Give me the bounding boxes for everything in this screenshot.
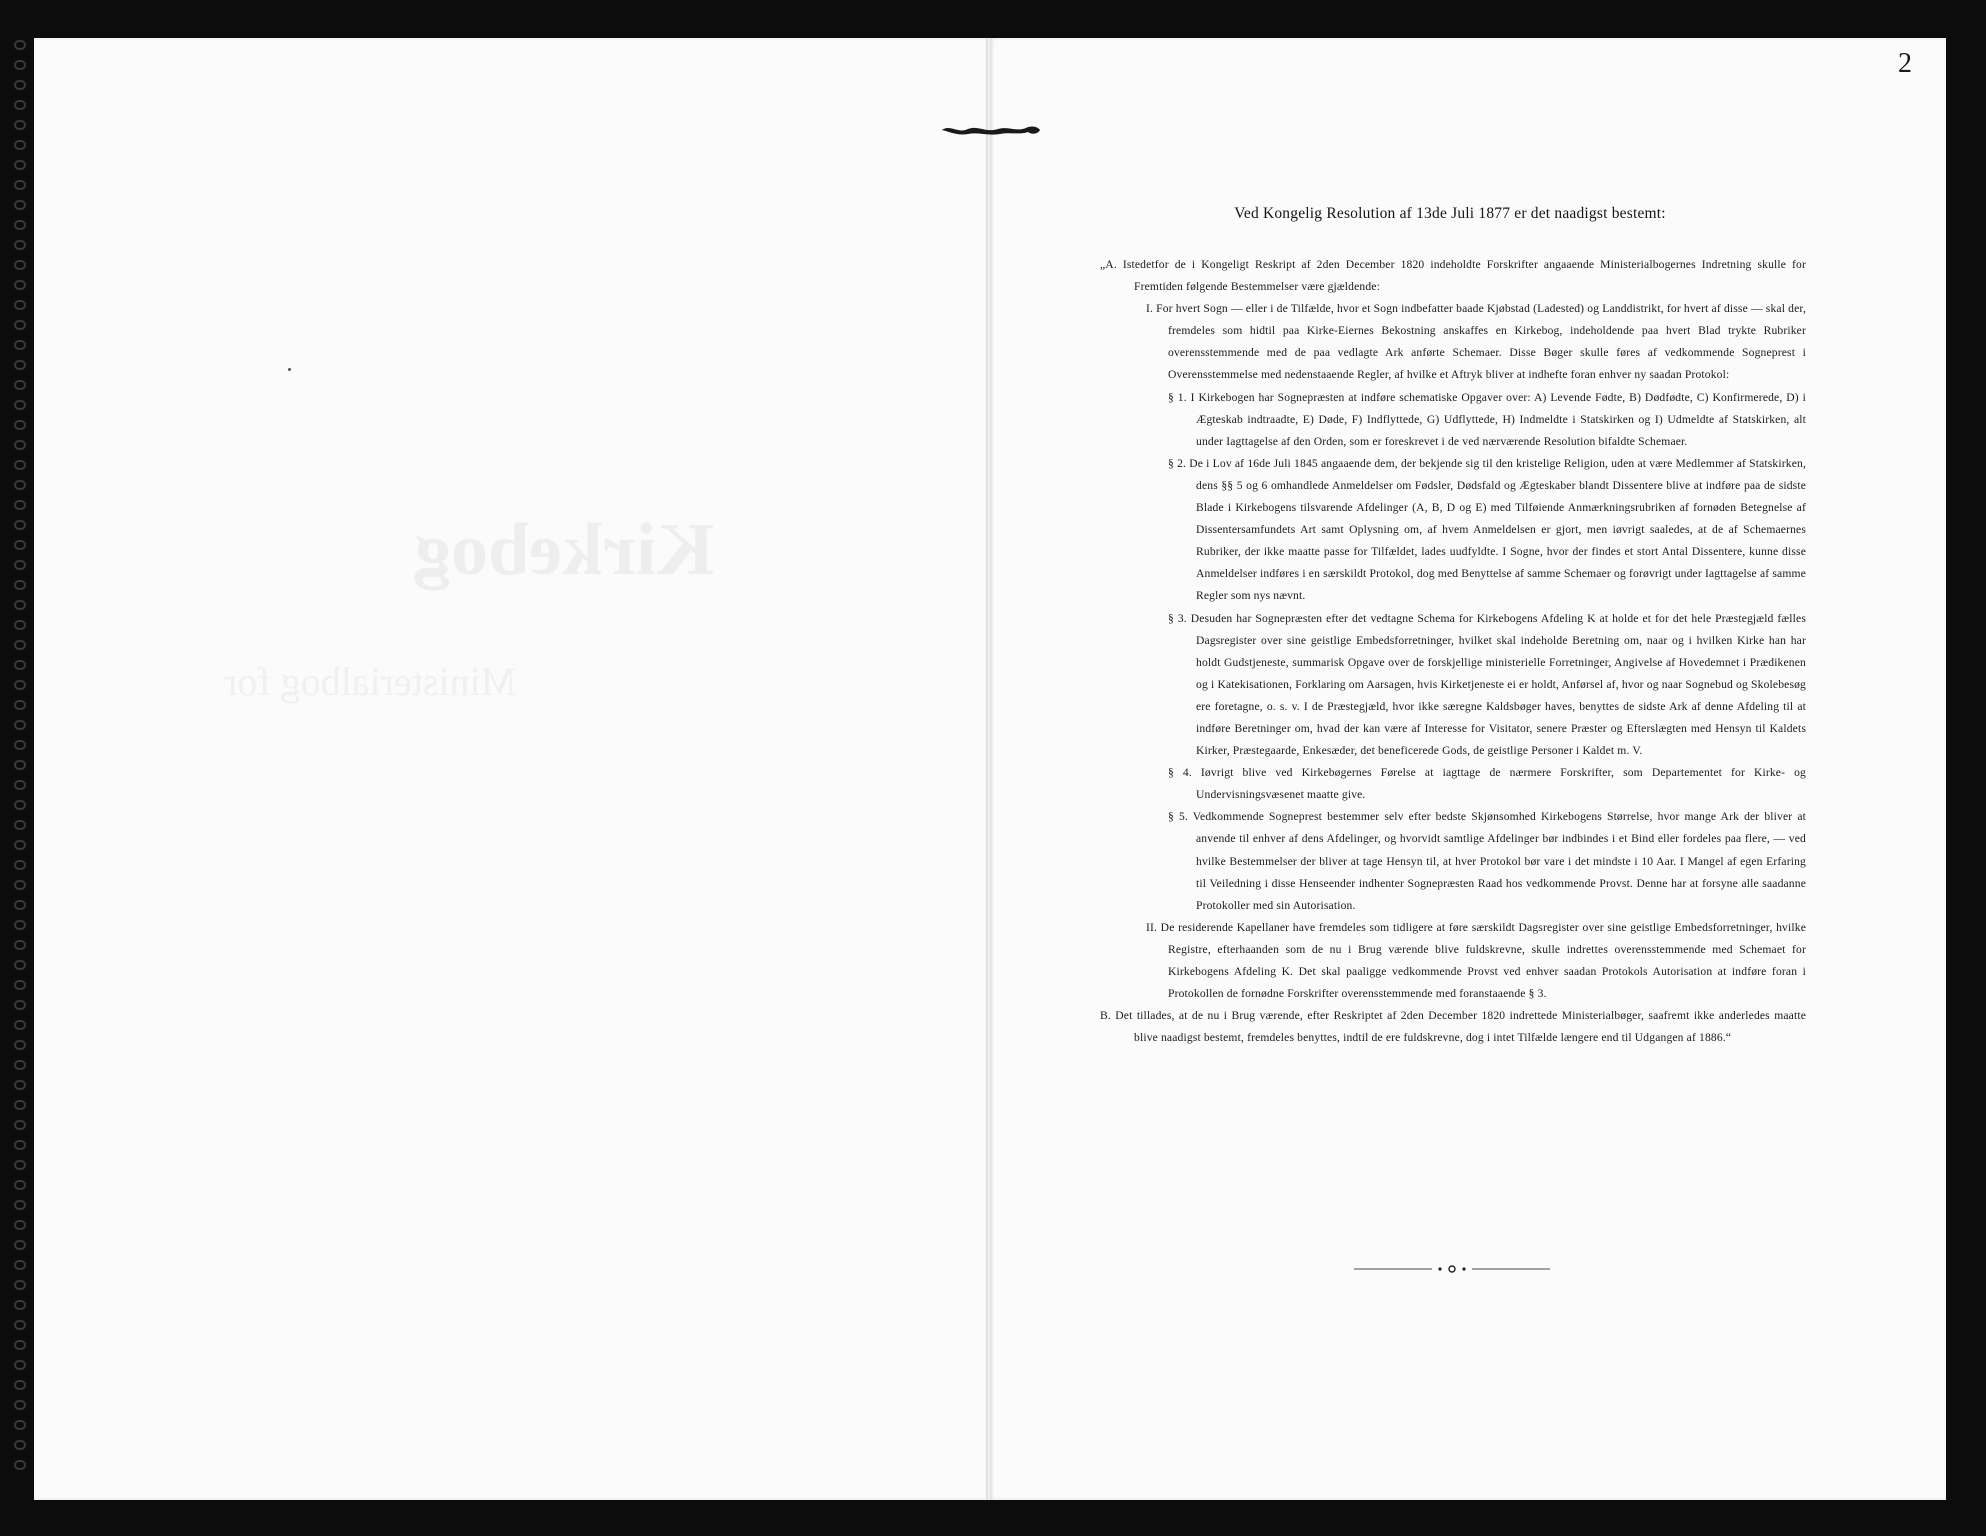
paragraph-i: I. For hvert Sogn — eller i de Tilfælde, hvor et Sogn indbefatter baade Kjøbstad (Ladested) og Landdistrikt, for hvert af disse — skal der, fremdeles som hidtil paa Kirke-Eiernes Bekostning anskaffes en Kirkebog, indeholdende paa hvert Blad trykte Rubriker overensstemmende med de paa vedlagte Ark anførte Schemaer. Disse Bøger skulle føres af vedkommende Sogneprest i Overensstemmelse med nedenstaaende Regler, af hvilke et Aftryk bliver at indhefte foran enhver ny saadan Protokol: <box>1146 302 1806 382</box>
paragraph-section-1: § 1. I Kirkebogen har Sognepræsten at indføre schematiske Opgaver over: A) Levende Fødte, B) Dødfødte, C) Konfirmerede, D) i Ægteskab indtraadte, E) Døde, F) Indflyttede, G) Udflyttede, H) Indmeldte i Statskirken og I) Udmeldte af Statskirken, alt under Iagttagelse af den Orden, som er foreskrevet i de ved nærværende Resolution bifaldte Schemaer. <box>1168 390 1806 448</box>
paragraph-section-4: § 4. Iøvrigt blive ved Kirkebøgernes Førelse at iagttage de nærmere Forskrifter, som Departementet for Kirke- og Undervisningsvæsenet maatte give. <box>1168 766 1806 802</box>
page-number: 2 <box>1898 48 1912 79</box>
left-page <box>34 38 990 1500</box>
binding-edge <box>10 40 30 1480</box>
paragraph-section-3: § 3. Desuden har Sognepræsten efter det vedtagne Schema for Kirkebogens Afdeling K at holde et for det hele Præstegjæld fælles Dagsregister over sine geistlige Embedsforretninger, hvilket skal indeholde Beretning om, naar og i hvilken Kirke han har holdt Gudstjeneste, summarisk Opgave over de forskjellige ministerielle Forretninger, Angivelse af Hovedemnet i Prædikenen og i Katekisationen, Forklaring om Aarsagen, hvis Kirketjeneste ei er holdt, Anførsel af, hvor og naar Sognebud og Skolebesøg ere foretagne, o. s. v. I de Præstegjæld, hvor ikke særegne Kaldsbøger haves, benyttes de sidste Ark af denne Afdeling til at indføre Beretninger om, hvad der kan være af Interesse for Visitator, senere Præster og Efterslægten med Hensyn til Kaldets Kirker, Præstegaarde, Enkesæder, det beneficerede Gods, de geistlige Personer i Kaldet m. V. <box>1168 611 1806 758</box>
bleed-through-line: Ministerialbog for <box>224 659 517 704</box>
paragraph-section-5: § 5. Vedkommende Sogneprest bestemmer selv efter bedste Skjønsomhed Kirkebogens Størrelse, hvor mange Ark der bliver at anvende til enhver af dens Afdelinger, og hvorvidt samtlige Afdelinger bør indbindes i et Bind eller fordeles paa flere, — ved hvilke Bestemmelser der bliver at tage Hensyn til, at hver Protokol bør vare i det mindste i 10 Aar. I Mangel af egen Erfaring til Veiledning i disse Henseender indhenter Sognepræsten Raad hos vedkommende Provst. Denne har at forsyne alle saadanne Protokoller med sin Autorisation. <box>1168 810 1806 912</box>
top-ornament <box>940 120 1042 140</box>
paragraph-b: B. Det tillades, at de nu i Brug værende, efter Reskriptet af 2den December 1820 indrettede Ministerialbøger, saafremt ikke anderledes maatte blive naadigst bestemt, fremdeles benyttes, indtil de ere fuldskrevne, dog i intet Tilfælde længere end til Udgangen af 1886.“ <box>1100 1009 1806 1045</box>
bottom-ornament <box>1352 1262 1552 1276</box>
paragraph-section-2: § 2. De i Lov af 16de Juli 1845 angaaende dem, der bekjende sig til den kristelige Religion, uden at være Medlemmer af Statskirken, dens §§ 5 og 6 omhandlede Anmeldelser om Fødsler, Dødsfald og Ægteskaber blandt Dissentere blive at indføre paa de sidste Blade i Kirkebogens tilsvarende Afdelinger (A, B, D og E) med Tilføiende Anmærkningsrubriken af fornøden Betegnelse af Dissentersamfundets Art samt Oplysning om, af hvem Anmeldelsen er gjort, men iøvrigt saaledes, at de af Schemaernes Rubriker, der ikke maatte passe for Tilfældet, lades uudfyldte. I Sogne, hvor der findes et stort Antal Dissentere, kunne disse Anmeldelser indføres i en særskildt Protokol, dog med Benyttelse af samme Schemaer og forøvrigt under Iagttagelse af samme Regler som nys nævnt. <box>1168 456 1806 603</box>
paragraph-a: „A. Istedetfor de i Kongeligt Reskript af 2den December 1820 indeholdte Forskrifter angaaende Ministerialbogernes Indretning skulle for Fremtiden følgende Bestemmelser være gjældende: <box>1100 258 1806 294</box>
resolution-heading: Ved Kongelig Resolution af 13de Juli 1877 er det naadigst bestemt: <box>1234 205 1666 222</box>
bleed-through-title: Kirkebog <box>414 509 715 591</box>
resolution-body <box>1100 254 1806 1049</box>
paragraph-ii: II. De residerende Kapellaner have fremdeles som tidligere at føre særskildt Dagsregister over sine geistlige Embedsforretninger, hvilke Registre, efterhaanden som de nu i Brug værende blive fuldskrevne, skulle indrettes overensstemmende med Schemaet for Kirkebogens Afdeling K. Det skal paaligge vedkommende Provst ved enhver saadan Protokols Autorisation at indføre foran i Protokollen de fornødne Forskrifter overensstemmende med foranstaaende § 3. <box>1146 920 1806 1001</box>
